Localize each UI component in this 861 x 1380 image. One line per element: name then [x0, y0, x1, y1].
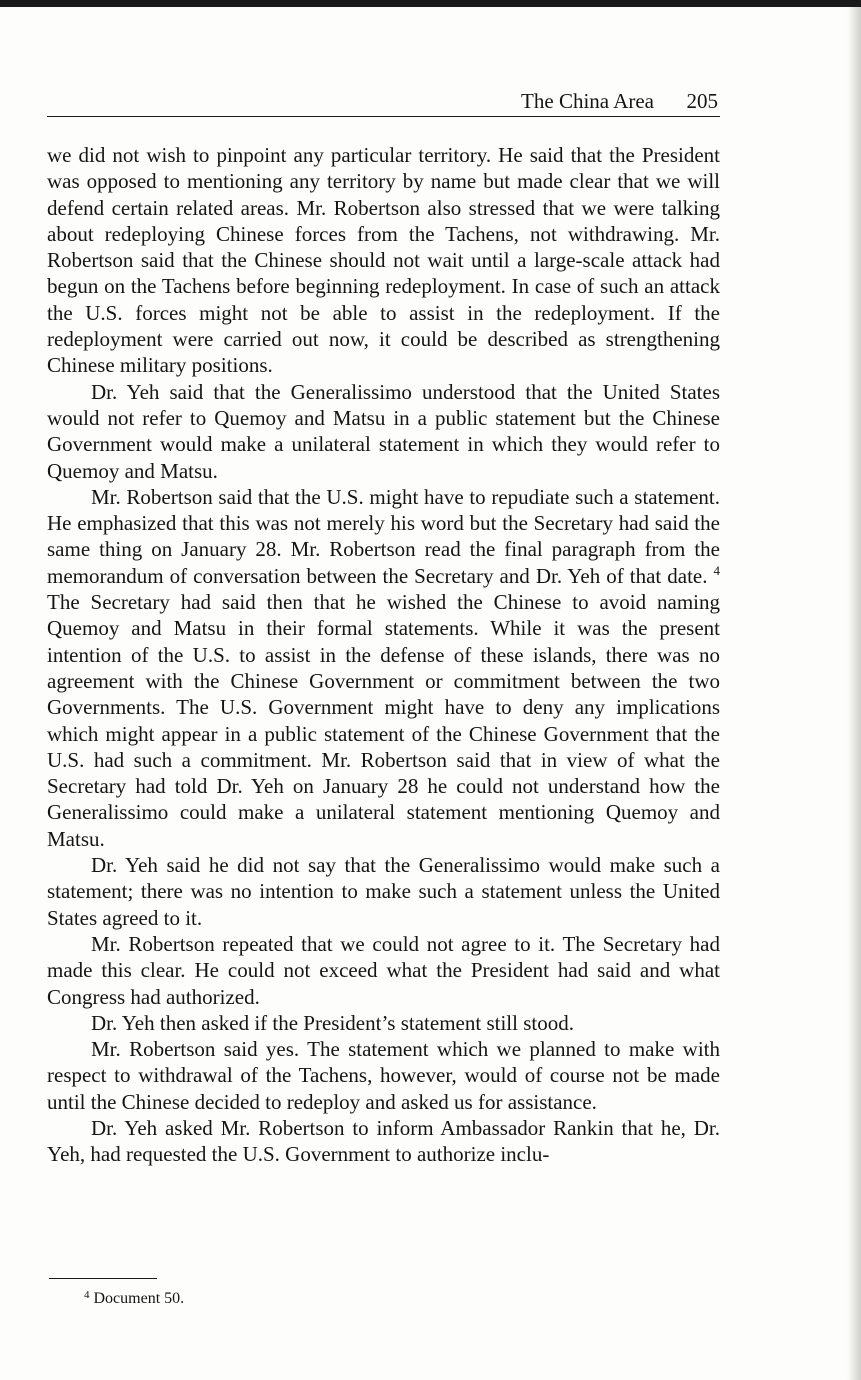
footnote-text: Document 50. [93, 1290, 185, 1307]
body-text [47, 142, 720, 1168]
footnote-divider [49, 1278, 157, 1279]
footnote [84, 1289, 184, 1309]
paragraph-6: Dr. Yeh then asked if the President’s statement still stood. [91, 1010, 574, 1035]
footnote-reference: 4 [713, 562, 721, 578]
paragraph-2: Dr. Yeh said that the Generalissimo understood that the United States would not refer to Quemoy and Matsu in a public statement but the Chinese Government would make a unilateral statement in which they would refer to Quemoy and Matsu. [47, 379, 720, 483]
scan-page-edge-shadow [847, 7, 861, 1380]
paragraph-3 [47, 484, 720, 852]
page-header [47, 88, 720, 117]
running-head: The China Area [521, 89, 654, 113]
page-number: 205 [686, 89, 718, 113]
paragraph-1-continued: we did not wish to pinpoint any particular territory. He said that the President was opposed to mentioning any territory by name but made clear that we will defend certain related areas. Mr. Robertson also stressed that we were talking about redeploying Chinese forces from the Tachens, not withdrawing. Mr. Robertson said that the Chinese should not wait until a large-scale attack had begun on the Tachens before beginning redeployment. In case of such an attack the U.S. forces might not be able to assist in the redeployment. If the redeployment were carried out now, it could be described as strengthening Chinese military positions. [47, 143, 720, 378]
scan-top-border [0, 0, 861, 7]
paragraph-5: Mr. Robertson repeated that we could not agree to it. The Secretary had made this clear. He could not exceed what the President had said and what Congress had authorized. [47, 931, 720, 1009]
footnote-marker: 4 [84, 1289, 90, 1301]
paragraph-4: Dr. Yeh said he did not say that the Generalissimo would make such a statement; there was no intention to make such a statement unless the United States agreed to it. [47, 853, 720, 930]
paragraph-7: Mr. Robertson said yes. The statement which we planned to make with respect to withdrawal of the Tachens, however, would of course not be made until the Chinese decided to redeploy and asked us for assistance. [47, 1037, 720, 1114]
paragraph-8: Dr. Yeh asked Mr. Robertson to inform Ambassador Rankin that he, Dr. Yeh, had requested the U.S. Government to authorize inclu- [47, 1115, 720, 1167]
paragraph-3-part-1: Mr. Robertson said that the U.S. might have to repudiate such a statement. He emphasized that this was not merely his word but the Secretary had said the same thing on January 28. Mr. Robertson read the final paragraph from the memorandum of conversation between the Secretary and Dr. Yeh of that date. [47, 484, 720, 588]
paragraph-3-part-2: The Secretary had said then that he wished the Chinese to avoid naming Quemoy and Matsu in their formal statements. While it was the present intention of the U.S. to assist in the defense of these islands, there was no agreement with the Chinese Government or commitment between the two Governments. The U.S. Government might have to deny any implications which might appear in a public statement of the Chinese Government that the U.S. had such a commitment. Mr. Robertson said that in view of what the Secretary had told Dr. Yeh on January 28 he could not understand how the Generalissimo could make a unilateral statement mentioning Quemoy and Matsu. [47, 590, 720, 851]
